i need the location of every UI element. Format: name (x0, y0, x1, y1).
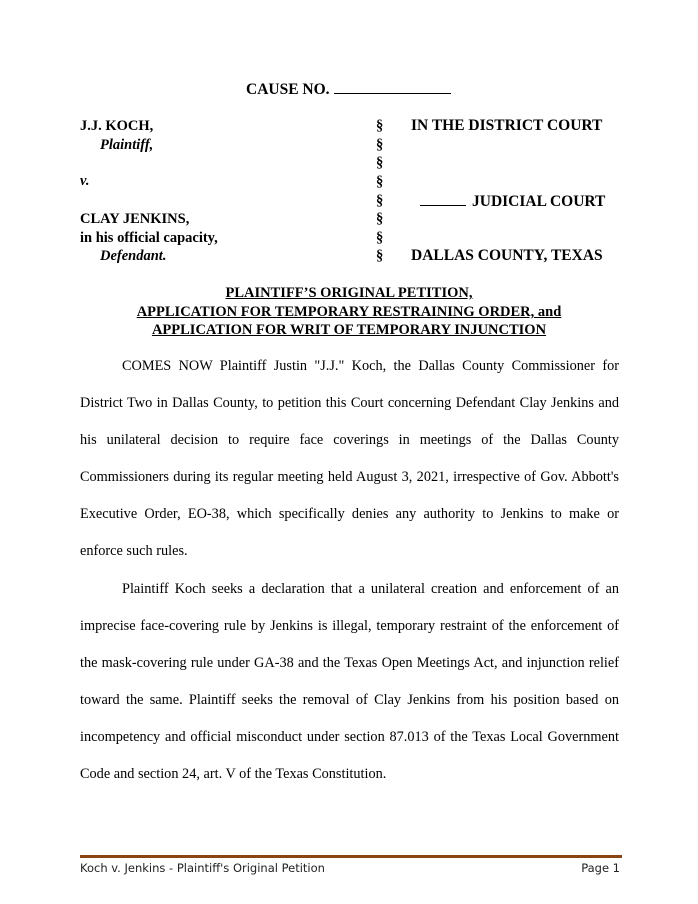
footer-title: Koch v. Jenkins - Plaintiff's Original Petition (80, 861, 325, 875)
title-line-1: PLAINTIFF’S ORIGINAL PETITION, (225, 285, 473, 301)
section-symbol: § (376, 230, 384, 246)
section-symbol: § (376, 193, 384, 209)
paragraph-1-text: COMES NOW Plaintiff Justin "J.J." Koch, the Dallas County Commissioner for District Two in Dallas County, to petition this Court concerning Defendant Clay Jenkins and his unilateral decision to require face coverings in meetings of the Dallas County Commissioners during its regular meeting held August 3, 2021, irrespective of Gov. Abbott's Executive Order, EO-38, which specifically denies any authority to Jenkins to make or enforce such rules. (80, 358, 619, 559)
section-symbol: § (376, 211, 384, 227)
court-name: IN THE DISTRICT COURT (411, 117, 603, 134)
cause-label: CAUSE NO. (246, 81, 330, 98)
plaintiff-name: J.J. KOCH, (80, 118, 154, 134)
section-symbol: § (376, 118, 384, 134)
body-paragraph-1 (80, 348, 619, 570)
body-paragraph-2 (80, 571, 619, 793)
cause-number (246, 79, 451, 99)
section-symbol: § (376, 155, 384, 171)
section-symbol: § (376, 137, 384, 153)
defendant-name: CLAY JENKINS, (80, 211, 190, 227)
paragraph-2-text: Plaintiff Koch seeks a declaration that a unilateral creation and enforcement of an imprecise face-covering rule by Jenkins is illegal, temporary restraint of the enforcement of the mask-covering rule under GA-38 and the Texas Open Meetings Act, and injunction relief toward the same. Plaintiff seeks the removal of Clay Jenkins from his position based on incompetency and official misconduct under section 87.013 of the Texas Local Government Code and section 24, art. V of the Texas Constitution. (80, 581, 619, 782)
section-symbol: § (376, 174, 384, 190)
judicial-court (420, 192, 605, 211)
defendant-role: Defendant. (100, 248, 167, 264)
county-name: DALLAS COUNTY, TEXAS (411, 247, 603, 264)
plaintiff-role: Plaintiff, (100, 137, 154, 153)
versus: v. (80, 173, 90, 189)
title-line-2: APPLICATION FOR TEMPORARY RESTRAINING ORDER, and (136, 304, 562, 320)
title-line-3: APPLICATION FOR WRIT OF TEMPORARY INJUNCTION (151, 322, 547, 338)
judicial-court-label: JUDICIAL COURT (472, 193, 606, 210)
page-number: Page 1 (581, 861, 620, 875)
section-symbol: § (376, 248, 384, 264)
defendant-capacity: in his official capacity, (80, 230, 218, 246)
cause-number-blank (334, 79, 451, 94)
footer-rule (80, 855, 622, 858)
judicial-court-blank (420, 192, 466, 206)
